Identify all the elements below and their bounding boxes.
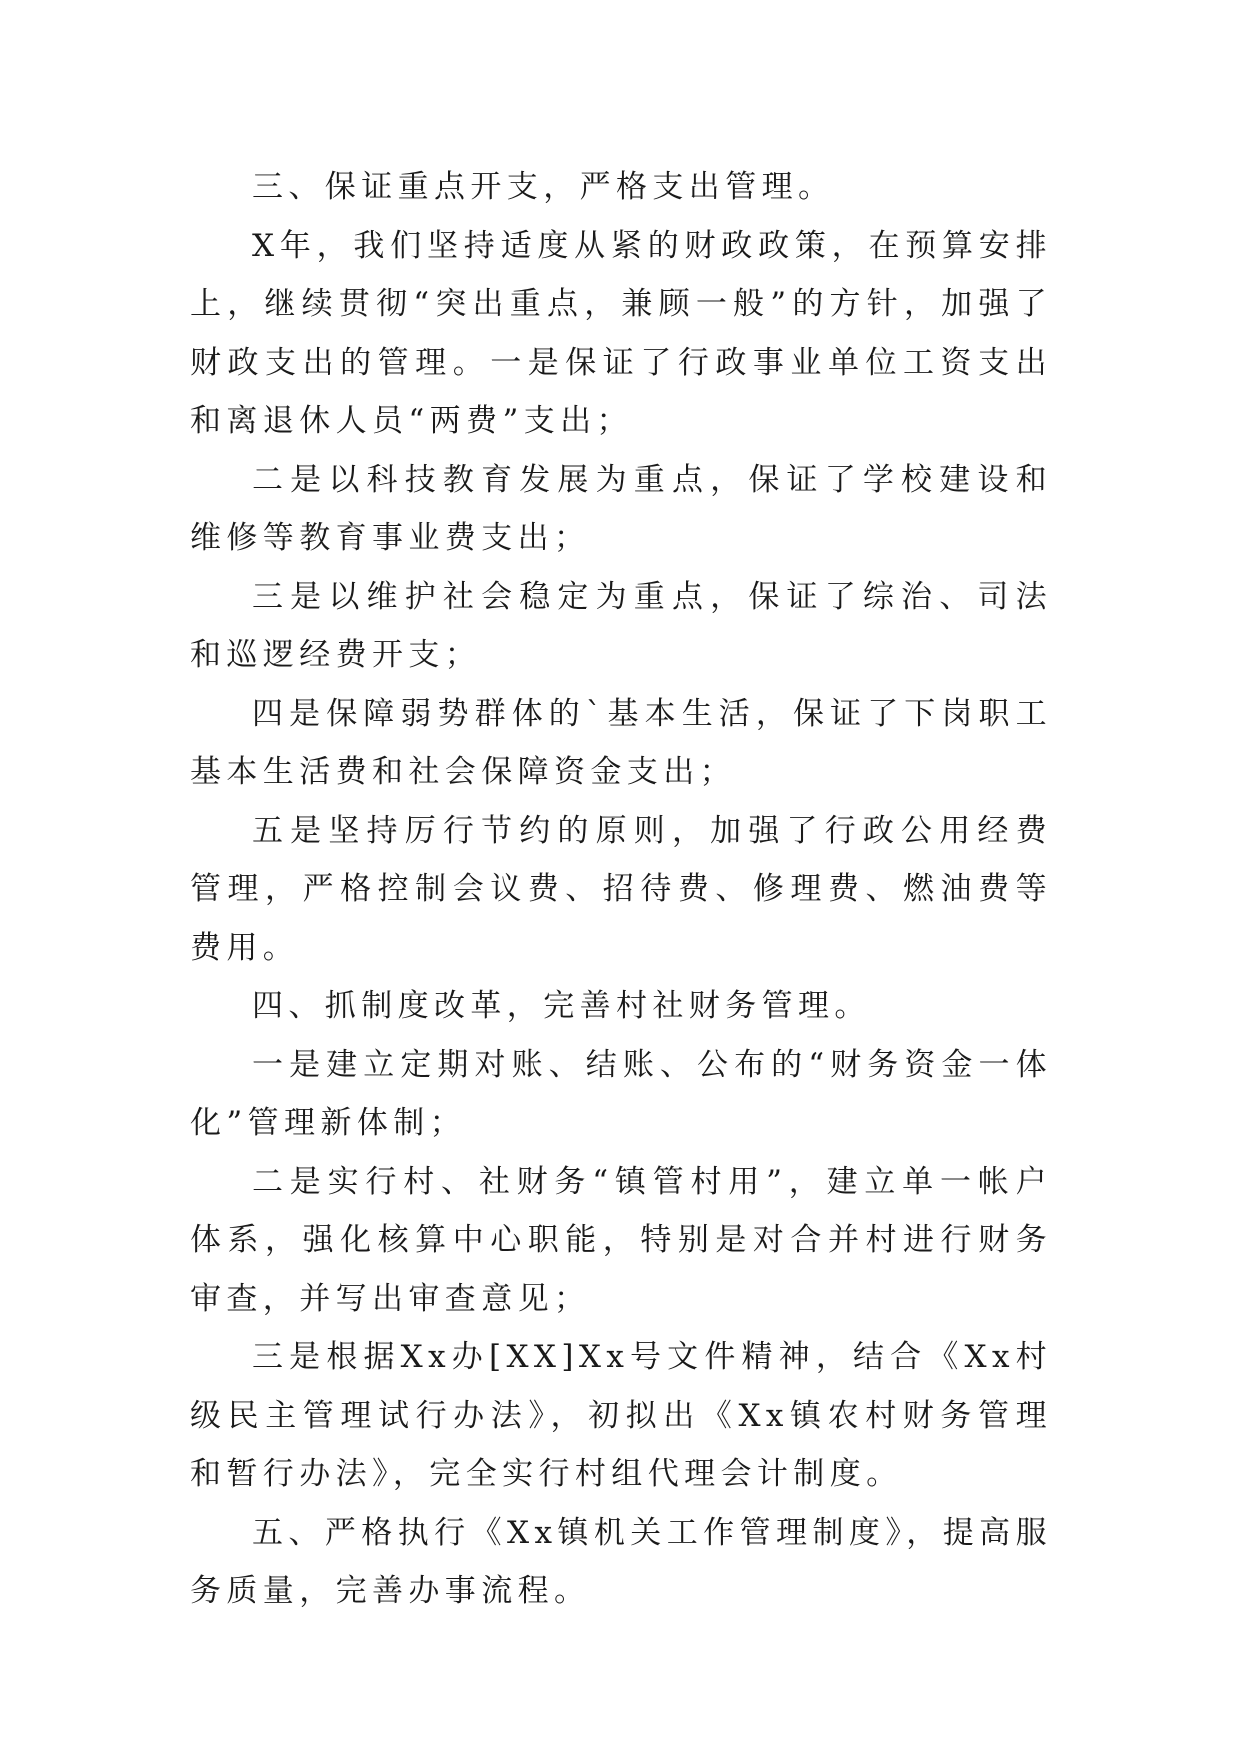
paragraph-heading-3: 三、保证重点开支，严格支出管理。 bbox=[252, 169, 835, 205]
paragraph: 一是建立定期对账、结账、公布的“财务资金一体化”管理新体制； bbox=[190, 1046, 1052, 1141]
paragraph: X年，我们坚持适度从紧的财政政策，在预算安排上，继续贯彻“突出重点，兼顾一般”的方针，加强了财政支出的管理。一是保证了行政事业单位工资支出和离退休人员“两费”支出； bbox=[190, 227, 1052, 439]
paragraph-heading-4: 四、抓制度改革，完善村社财务管理。 bbox=[252, 988, 871, 1024]
document-body bbox=[190, 158, 1052, 1621]
paragraph: 四是保障弱势群体的`基本生活，保证了下岗职工基本生活费和社会保障资金支出； bbox=[190, 695, 1052, 790]
paragraph: 三是根据Xx办[XX]Xx号文件精神，结合《Xx村级民主管理试行办法》，初拟出《Xx镇农村财务管理和暂行办法》，完全实行村组代理会计制度。 bbox=[190, 1339, 1052, 1492]
paragraph: 二是实行村、社财务“镇管村用”，建立单一帐户体系，强化核算中心职能，特别是对合并村进行财务审查，并写出审查意见； bbox=[190, 1163, 1052, 1317]
paragraph-heading-5: 五、严格执行《Xx镇机关工作管理制度》，提高服务质量，完善办事流程。 bbox=[190, 1514, 1052, 1609]
paragraph: 三是以维护社会稳定为重点，保证了综治、司法和巡逻经费开支； bbox=[190, 578, 1052, 673]
paragraph: 五是坚持厉行节约的原则，加强了行政公用经费管理，严格控制会议费、招待费、修理费、燃油费等费用。 bbox=[190, 812, 1052, 966]
paragraph: 二是以科技教育发展为重点，保证了学校建设和维修等教育事业费支出； bbox=[190, 461, 1052, 556]
